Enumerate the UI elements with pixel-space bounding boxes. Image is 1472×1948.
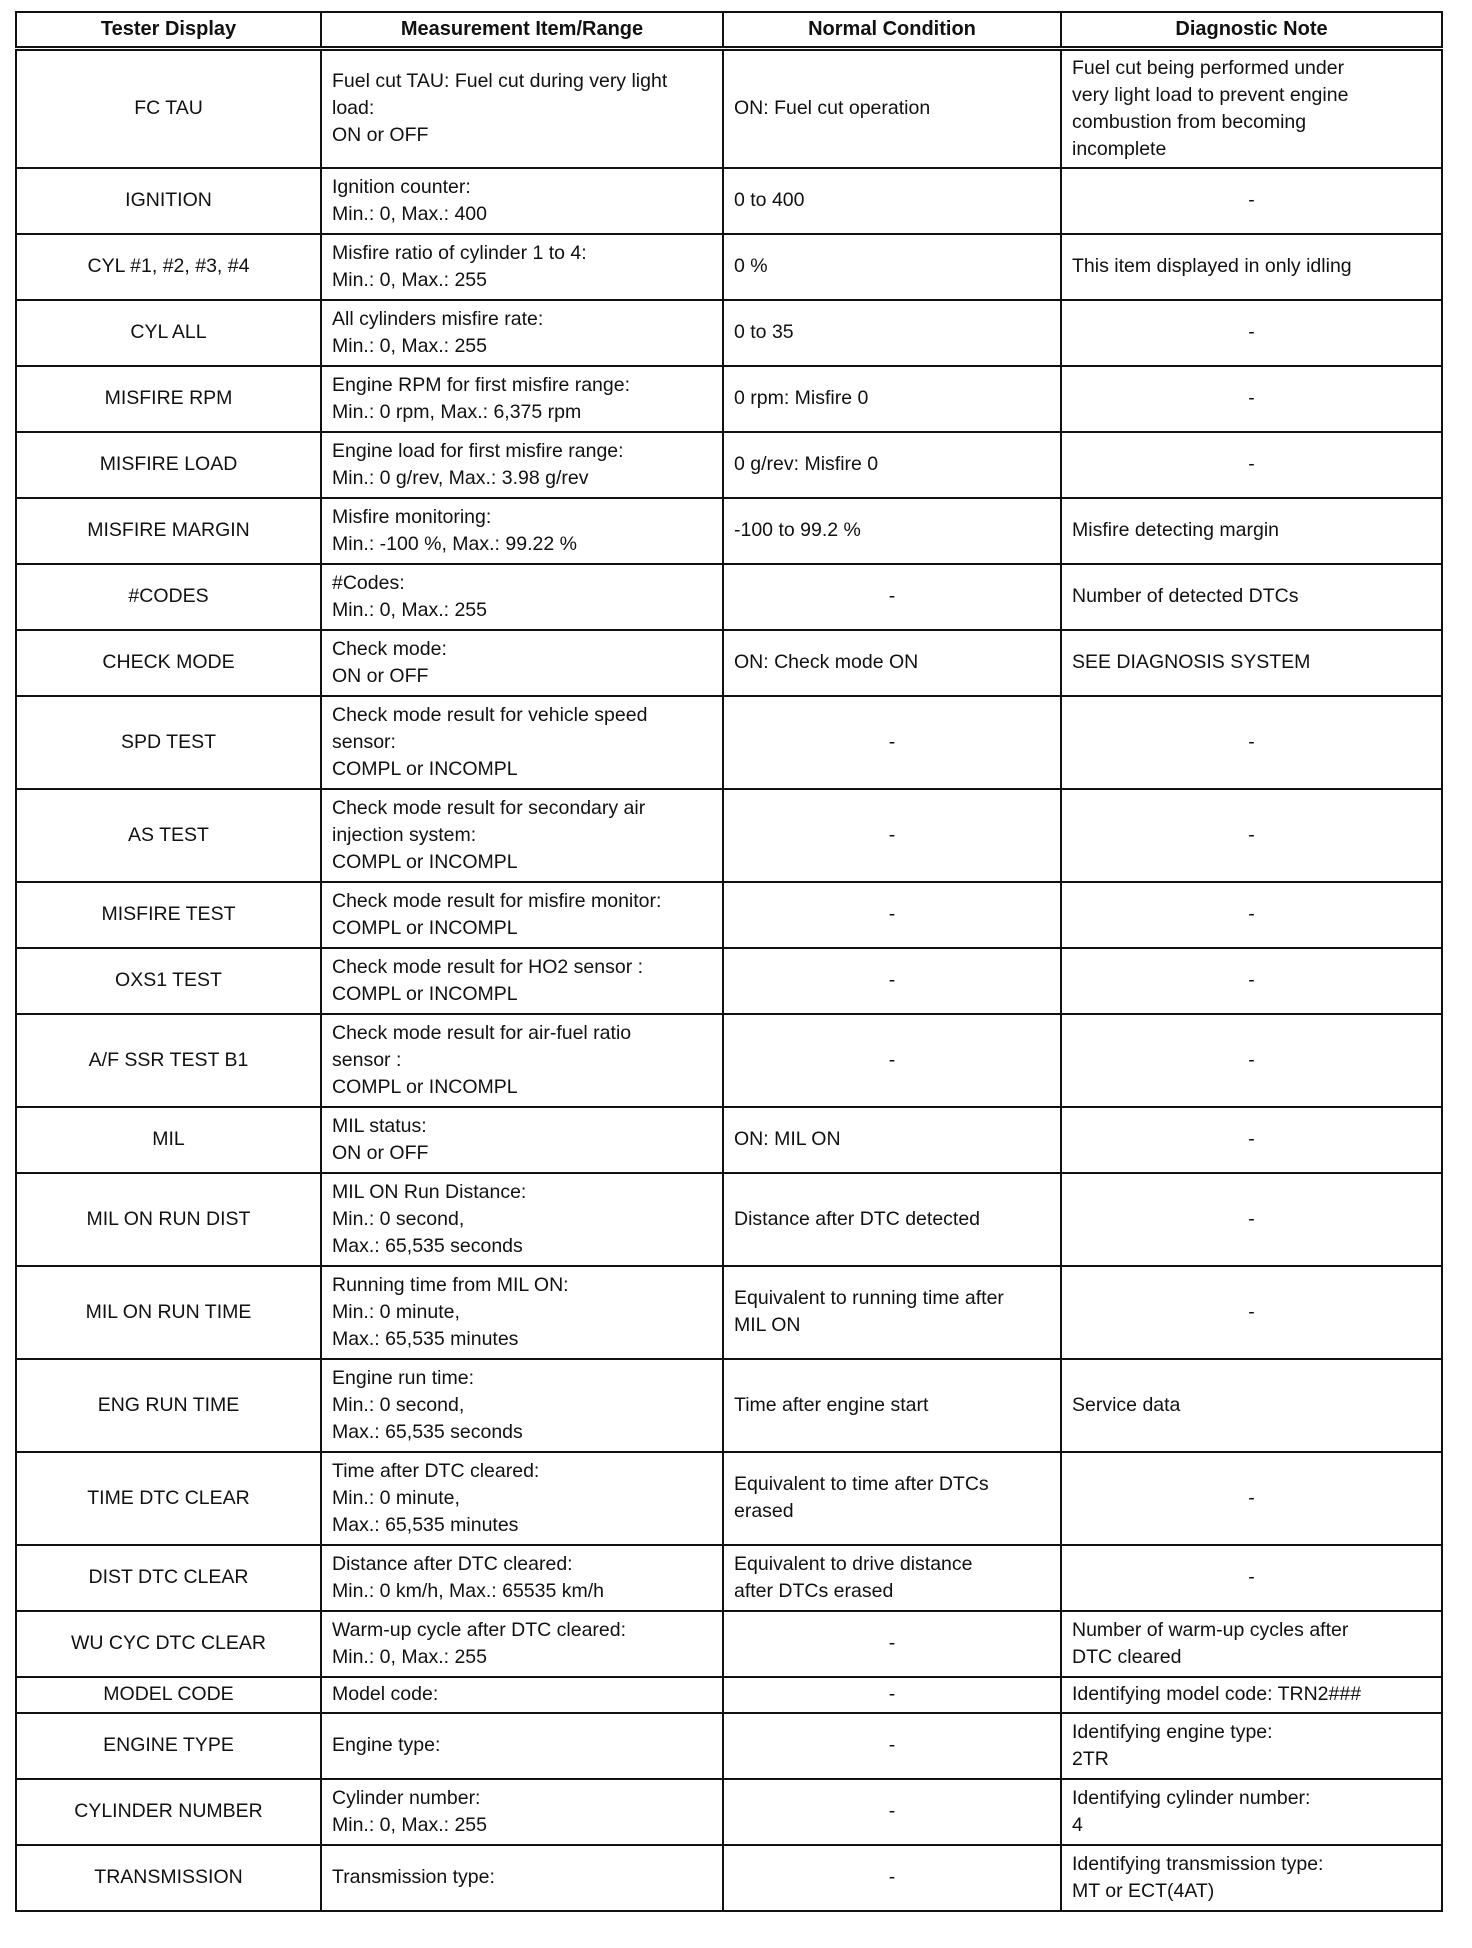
diagnostic-note-cell-line: Identifying engine type: — [1072, 1720, 1273, 1743]
normal-condition-cell-line: -100 to 99.2 % — [734, 519, 861, 541]
normal-condition-cell-line: - — [888, 1734, 896, 1756]
diagnostic-note-cell — [1061, 948, 1442, 1014]
normal-condition-cell-line: Time after engine start — [734, 1393, 929, 1416]
normal-condition-cell-line: 0 % — [734, 255, 768, 277]
measurement-item-cell-line: Min.: 0 minute, — [332, 1300, 460, 1323]
diagnostic-note-cell-line: - — [1248, 969, 1255, 991]
table-row — [16, 1107, 1442, 1173]
diagnostic-note-cell-line: Number of detected DTCs — [1072, 585, 1299, 607]
measurement-item-cell-line: Model code: — [332, 1683, 439, 1705]
measurement-item-cell-line: Max.: 65,535 seconds — [332, 1420, 523, 1443]
measurement-item-cell-line: Transmission type: — [332, 1866, 495, 1888]
diagnostic-note-cell-line: Identifying model code: TRN2### — [1072, 1683, 1362, 1705]
measurement-item-cell-line: Engine RPM for first misfire range: — [332, 373, 631, 396]
measurement-item-cell-line: Running time from MIL ON: — [332, 1273, 569, 1296]
normal-condition-cell-line: - — [888, 969, 896, 991]
measurement-item-cell-line: Min.: 0 g/rev, Max.: 3.98 g/rev — [332, 466, 589, 489]
tester-display-cell: MISFIRE LOAD — [16, 432, 321, 498]
diagnostic-note-cell-line: MT or ECT(4AT) — [1072, 1879, 1215, 1902]
measurement-item-cell-line: Max.: 65,535 minutes — [332, 1327, 519, 1350]
table-row — [16, 1014, 1442, 1107]
normal-condition-cell — [723, 1779, 1061, 1845]
tester-display-cell: IGNITION — [16, 168, 321, 234]
normal-condition-cell-line: - — [888, 730, 896, 753]
table-row — [16, 1611, 1442, 1677]
diagnostic-note-cell-line: Fuel cut being performed under — [1072, 56, 1345, 79]
tester-display-cell: MODEL CODE — [16, 1677, 321, 1713]
normal-condition-cell-line: - — [888, 1683, 896, 1705]
table-row — [16, 366, 1442, 432]
normal-condition-cell — [723, 366, 1061, 432]
diagnostic-note-cell — [1061, 300, 1442, 366]
diagnostic-note-cell — [1061, 1452, 1442, 1545]
measurement-item-cell — [321, 498, 723, 564]
header-tester-display: Tester Display — [16, 12, 321, 49]
diagnostic-note-cell-line: Identifying cylinder number: — [1072, 1786, 1311, 1809]
diagnostic-note-cell — [1061, 1611, 1442, 1677]
measurement-item-cell-line: Min.: -100 %, Max.: 99.22 % — [332, 532, 577, 555]
normal-condition-cell-line: - — [888, 1632, 896, 1654]
tester-display-cell: ENG RUN TIME — [16, 1359, 321, 1452]
table-row — [16, 168, 1442, 234]
normal-condition-cell-line: - — [888, 1800, 896, 1822]
measurement-item-cell — [321, 1107, 723, 1173]
normal-condition-cell-line: 0 g/rev: Misfire 0 — [734, 453, 879, 475]
diagnostic-note-cell — [1061, 366, 1442, 432]
diagnostic-note-cell — [1061, 498, 1442, 564]
measurement-item-cell — [321, 882, 723, 948]
measurement-item-cell-line: #Codes: — [332, 571, 405, 594]
measurement-item-cell-line: Min.: 0, Max.: 255 — [332, 1813, 487, 1836]
normal-condition-cell — [723, 1545, 1061, 1611]
table-row — [16, 1845, 1442, 1911]
measurement-item-cell — [321, 1677, 723, 1713]
header-row — [16, 12, 1442, 49]
normal-condition-cell — [723, 564, 1061, 630]
measurement-item-cell-line: ON or OFF — [332, 124, 429, 147]
diagnostic-note-cell-line: combustion from becoming — [1072, 110, 1307, 133]
measurement-item-cell-line: Misfire monitoring: — [332, 505, 492, 528]
normal-condition-cell-line: ON: MIL ON — [734, 1128, 841, 1150]
table-row — [16, 789, 1442, 882]
measurement-item-cell-line: COMPL or INCOMPL — [332, 850, 518, 873]
measurement-item-cell — [321, 1545, 723, 1611]
measurement-item-cell-line: Check mode: — [332, 637, 447, 660]
measurement-item-cell — [321, 1779, 723, 1845]
tester-display-cell: MISFIRE MARGIN — [16, 498, 321, 564]
normal-condition-cell — [723, 1713, 1061, 1779]
measurement-item-cell-line: Check mode result for HO2 sensor : — [332, 955, 644, 978]
diagnostic-note-cell-line: Number of warm-up cycles after — [1072, 1618, 1349, 1641]
tester-display-cell: CYL #1, #2, #3, #4 — [16, 234, 321, 300]
normal-condition-cell — [723, 696, 1061, 789]
normal-condition-cell-line: - — [888, 1048, 896, 1071]
diagnostic-note-cell — [1061, 168, 1442, 234]
normal-condition-cell-line: - — [888, 585, 896, 607]
measurement-item-cell — [321, 564, 723, 630]
diagnostic-note-cell-line: SEE DIAGNOSIS SYSTEM — [1072, 651, 1311, 673]
diagnostic-note-cell — [1061, 564, 1442, 630]
table-row — [16, 630, 1442, 696]
normal-condition-cell-line: ON: Check mode ON — [734, 651, 919, 673]
normal-condition-cell-line: 0 to 35 — [734, 321, 794, 343]
table-row — [16, 1677, 1442, 1713]
diagnostic-note-cell — [1061, 696, 1442, 789]
measurement-item-cell-line: Distance after DTC cleared: — [332, 1552, 573, 1575]
table-header — [16, 12, 1442, 49]
measurement-item-cell-line: Engine load for first misfire range: — [332, 439, 624, 462]
measurement-item-cell-line: Check mode result for misfire monitor: — [332, 889, 662, 912]
normal-condition-cell-line: Equivalent to running time after — [734, 1287, 1004, 1309]
table-body — [16, 49, 1442, 1911]
measurement-item-cell-line: Min.: 0 km/h, Max.: 65535 km/h — [332, 1579, 605, 1602]
diagnostic-note-cell — [1061, 630, 1442, 696]
normal-condition-cell-line: ON: Fuel cut operation — [734, 97, 931, 120]
normal-condition-cell — [723, 1266, 1061, 1359]
measurement-item-cell-line: Min.: 0, Max.: 255 — [332, 268, 487, 291]
diagnostic-note-cell — [1061, 882, 1442, 948]
diagnostic-note-cell-line: - — [1248, 1048, 1255, 1071]
tester-display-cell: DIST DTC CLEAR — [16, 1545, 321, 1611]
normal-condition-cell — [723, 168, 1061, 234]
tester-display-cell: SPD TEST — [16, 696, 321, 789]
measurement-item-cell — [321, 1845, 723, 1911]
tester-display-cell: MISFIRE RPM — [16, 366, 321, 432]
measurement-item-cell — [321, 789, 723, 882]
diagnostic-note-cell-line: DTC cleared — [1072, 1645, 1182, 1668]
normal-condition-cell — [723, 1677, 1061, 1713]
measurement-item-cell — [321, 1359, 723, 1452]
measurement-item-cell — [321, 696, 723, 789]
measurement-item-cell-line: ON or OFF — [332, 664, 429, 687]
tester-display-cell: TIME DTC CLEAR — [16, 1452, 321, 1545]
diagnostic-note-cell — [1061, 1845, 1442, 1911]
measurement-item-cell-line: MIL ON Run Distance: — [332, 1180, 527, 1203]
normal-condition-cell — [723, 432, 1061, 498]
table-row — [16, 948, 1442, 1014]
table-row — [16, 1452, 1442, 1545]
measurement-item-cell-line: ON or OFF — [332, 1141, 429, 1164]
tester-display-cell: CYLINDER NUMBER — [16, 1779, 321, 1845]
measurement-item-cell-line: Max.: 65,535 seconds — [332, 1234, 523, 1257]
measurement-item-cell — [321, 300, 723, 366]
measurement-item-cell-line: COMPL or INCOMPL — [332, 982, 518, 1005]
diagnostic-note-cell — [1061, 1713, 1442, 1779]
normal-condition-cell — [723, 1452, 1061, 1545]
tester-display-cell: MISFIRE TEST — [16, 882, 321, 948]
normal-condition-cell — [723, 882, 1061, 948]
tester-display-cell: OXS1 TEST — [16, 948, 321, 1014]
diagnostic-note-cell — [1061, 1107, 1442, 1173]
diagnostic-note-cell — [1061, 49, 1442, 168]
header-measurement-item: Measurement Item/Range — [321, 12, 723, 49]
header-normal-condition: Normal Condition — [723, 12, 1061, 49]
normal-condition-cell — [723, 1611, 1061, 1677]
diagnostic-note-cell — [1061, 432, 1442, 498]
normal-condition-cell-line: - — [888, 903, 896, 925]
measurement-item-cell-line: load: — [332, 97, 375, 120]
tester-display-cell: #CODES — [16, 564, 321, 630]
measurement-item-cell-line: Check mode result for air-fuel ratio — [332, 1021, 632, 1044]
measurement-item-cell — [321, 49, 723, 168]
measurement-item-cell-line: COMPL or INCOMPL — [332, 1075, 518, 1098]
measurement-item-cell-line: Misfire ratio of cylinder 1 to 4: — [332, 241, 587, 264]
normal-condition-cell — [723, 630, 1061, 696]
normal-condition-cell-line: after DTCs erased — [734, 1579, 894, 1602]
diagnostic-note-cell — [1061, 1779, 1442, 1845]
normal-condition-cell — [723, 1173, 1061, 1266]
diagnostic-note-cell-line: 4 — [1072, 1813, 1083, 1836]
measurement-item-cell-line: Cylinder number: — [332, 1786, 481, 1809]
diagnostic-note-cell-line: This item displayed in only idling — [1072, 255, 1352, 277]
table-row — [16, 432, 1442, 498]
diagnostic-note-cell-line: - — [1248, 1300, 1255, 1323]
tester-display-cell: WU CYC DTC CLEAR — [16, 1611, 321, 1677]
measurement-item-cell-line: sensor: — [332, 730, 396, 753]
measurement-item-cell-line: Min.: 0 second, — [332, 1207, 465, 1230]
normal-condition-cell — [723, 1845, 1061, 1911]
diagnostic-note-cell-line: - — [1248, 189, 1255, 211]
measurement-item-cell-line: All cylinders misfire rate: — [332, 307, 544, 330]
measurement-item-cell-line: MIL status: — [332, 1114, 427, 1137]
measurement-item-cell — [321, 1611, 723, 1677]
diagnostic-note-cell — [1061, 789, 1442, 882]
tester-display-cell: ENGINE TYPE — [16, 1713, 321, 1779]
normal-condition-cell — [723, 789, 1061, 882]
measurement-item-cell-line: COMPL or INCOMPL — [332, 757, 518, 780]
measurement-item-cell — [321, 948, 723, 1014]
tester-display-cell: MIL ON RUN DIST — [16, 1173, 321, 1266]
normal-condition-cell — [723, 300, 1061, 366]
measurement-item-cell-line: Check mode result for secondary air — [332, 796, 646, 819]
measurement-item-cell — [321, 1266, 723, 1359]
measurement-item-cell-line: Min.: 0, Max.: 255 — [332, 1645, 487, 1668]
normal-condition-cell-line: 0 rpm: Misfire 0 — [734, 387, 869, 409]
measurement-item-cell-line: Ignition counter: — [332, 175, 471, 198]
measurement-item-cell — [321, 168, 723, 234]
normal-condition-cell-line: MIL ON — [734, 1314, 801, 1336]
tester-display-cell: TRANSMISSION — [16, 1845, 321, 1911]
measurement-item-cell-line: Warm-up cycle after DTC cleared: — [332, 1618, 627, 1641]
measurement-item-cell — [321, 366, 723, 432]
data-list-sheet — [15, 11, 1443, 1912]
diagnostic-note-cell-line: - — [1248, 453, 1255, 475]
measurement-item-cell-line: Min.: 0 second, — [332, 1393, 465, 1416]
tester-display-cell: MIL — [16, 1107, 321, 1173]
table-row — [16, 1359, 1442, 1452]
tester-display-cell: FC TAU — [16, 49, 321, 168]
tester-display-cell: MIL ON RUN TIME — [16, 1266, 321, 1359]
tester-data-table — [15, 11, 1443, 1912]
measurement-item-cell-line: Min.: 0 rpm, Max.: 6,375 rpm — [332, 400, 582, 423]
measurement-item-cell — [321, 432, 723, 498]
normal-condition-cell — [723, 498, 1061, 564]
normal-condition-cell — [723, 234, 1061, 300]
tester-display-cell: A/F SSR TEST B1 — [16, 1014, 321, 1107]
diagnostic-note-cell — [1061, 1677, 1442, 1713]
table-row — [16, 564, 1442, 630]
diagnostic-note-cell-line: - — [1248, 1207, 1255, 1230]
normal-condition-cell-line: - — [888, 1866, 896, 1888]
table-row — [16, 498, 1442, 564]
table-row — [16, 300, 1442, 366]
measurement-item-cell — [321, 1173, 723, 1266]
measurement-item-cell-line: Fuel cut TAU: Fuel cut during very light — [332, 70, 668, 93]
measurement-item-cell-line: injection system: — [332, 823, 477, 846]
normal-condition-cell-line: - — [888, 823, 896, 846]
diagnostic-note-cell-line: - — [1248, 1486, 1255, 1509]
normal-condition-cell-line: Distance after DTC detected — [734, 1207, 981, 1230]
diagnostic-note-cell-line: Service data — [1072, 1393, 1181, 1416]
diagnostic-note-cell-line: 2TR — [1072, 1747, 1109, 1770]
measurement-item-cell-line: sensor : — [332, 1048, 402, 1071]
measurement-item-cell-line: Min.: 0 minute, — [332, 1486, 460, 1509]
normal-condition-cell-line: 0 to 400 — [734, 189, 805, 211]
header-diagnostic-note: Diagnostic Note — [1061, 12, 1442, 49]
diagnostic-note-cell-line: Misfire detecting margin — [1072, 519, 1279, 541]
measurement-item-cell — [321, 1452, 723, 1545]
measurement-item-cell-line: Engine run time: — [332, 1366, 474, 1389]
measurement-item-cell — [321, 1713, 723, 1779]
measurement-item-cell-line: Min.: 0, Max.: 255 — [332, 598, 487, 621]
diagnostic-note-cell-line: incomplete — [1072, 137, 1167, 160]
measurement-item-cell-line: Min.: 0, Max.: 255 — [332, 334, 487, 357]
tester-display-cell: AS TEST — [16, 789, 321, 882]
table-row — [16, 234, 1442, 300]
measurement-item-cell — [321, 234, 723, 300]
measurement-item-cell-line: COMPL or INCOMPL — [332, 916, 518, 939]
normal-condition-cell-line: Equivalent to drive distance — [734, 1552, 973, 1575]
normal-condition-cell — [723, 49, 1061, 168]
normal-condition-cell — [723, 1359, 1061, 1452]
normal-condition-cell — [723, 948, 1061, 1014]
measurement-item-cell-line: Check mode result for vehicle speed — [332, 703, 648, 726]
diagnostic-note-cell — [1061, 1266, 1442, 1359]
tester-display-cell: CYL ALL — [16, 300, 321, 366]
measurement-item-cell-line: Time after DTC cleared: — [332, 1459, 540, 1482]
table-row — [16, 882, 1442, 948]
tester-display-cell: CHECK MODE — [16, 630, 321, 696]
diagnostic-note-cell-line: - — [1248, 730, 1255, 753]
diagnostic-note-cell-line: - — [1248, 1128, 1255, 1150]
table-row — [16, 696, 1442, 789]
diagnostic-note-cell-line: Identifying transmission type: — [1072, 1852, 1324, 1875]
diagnostic-note-cell — [1061, 1545, 1442, 1611]
diagnostic-note-cell — [1061, 1173, 1442, 1266]
measurement-item-cell-line: Max.: 65,535 minutes — [332, 1513, 519, 1536]
normal-condition-cell — [723, 1107, 1061, 1173]
table-row — [16, 1713, 1442, 1779]
table-row — [16, 1779, 1442, 1845]
normal-condition-cell-line: Equivalent to time after DTCs — [734, 1473, 989, 1495]
diagnostic-note-cell-line: - — [1248, 903, 1255, 925]
diagnostic-note-cell-line: - — [1248, 1566, 1255, 1588]
diagnostic-note-cell-line: very light load to prevent engine — [1072, 83, 1349, 106]
diagnostic-note-cell-line: - — [1248, 321, 1255, 343]
diagnostic-note-cell — [1061, 234, 1442, 300]
table-row — [16, 1266, 1442, 1359]
normal-condition-cell-line: erased — [734, 1500, 794, 1522]
diagnostic-note-cell — [1061, 1359, 1442, 1452]
diagnostic-note-cell-line: - — [1248, 823, 1255, 846]
measurement-item-cell — [321, 630, 723, 696]
diagnostic-note-cell — [1061, 1014, 1442, 1107]
table-row — [16, 1545, 1442, 1611]
table-row — [16, 49, 1442, 168]
table-row — [16, 1173, 1442, 1266]
diagnostic-note-cell-line: - — [1248, 387, 1255, 409]
measurement-item-cell-line: Min.: 0, Max.: 400 — [332, 202, 487, 225]
normal-condition-cell — [723, 1014, 1061, 1107]
measurement-item-cell — [321, 1014, 723, 1107]
measurement-item-cell-line: Engine type: — [332, 1734, 441, 1756]
